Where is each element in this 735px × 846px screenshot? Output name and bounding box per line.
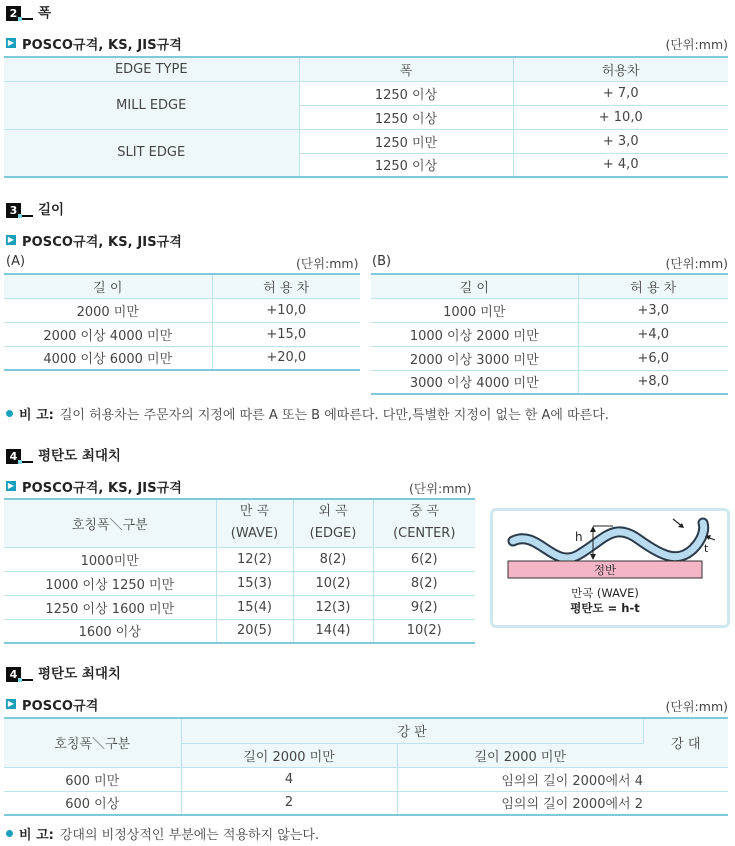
header-line: 외 곡 xyxy=(318,504,348,520)
table-cell: 12(2) xyxy=(216,547,293,571)
table-row xyxy=(4,767,728,791)
arrow-bullet-icon: ▶ xyxy=(7,699,15,708)
flatness-table-1 xyxy=(4,498,475,644)
table-row xyxy=(4,298,360,322)
table-cell: 4000 이상 6000 미만 xyxy=(4,346,212,370)
unit-label: (단위:mm) xyxy=(665,699,728,714)
table-row xyxy=(4,619,475,643)
table-cell: 10(2) xyxy=(406,623,442,639)
table-cell: 1250 이상 1600 미만 xyxy=(4,595,216,619)
edge-type-cell: MILL EDGE xyxy=(4,81,299,129)
table-cell: 600 이상 xyxy=(4,791,181,815)
length-remark xyxy=(6,404,609,423)
table-cell: +15,0 xyxy=(212,322,360,346)
column-header: 호칭폭＼구분 xyxy=(4,499,216,547)
column-header: 강 대 xyxy=(643,718,728,767)
column-header xyxy=(216,499,293,547)
table-cell: 1250 미만 xyxy=(299,129,513,153)
column-header xyxy=(293,499,373,547)
standard-subheader xyxy=(6,696,98,712)
section-number-badge: 3 xyxy=(6,203,21,218)
section-width-header xyxy=(6,5,51,21)
section-title: 폭 xyxy=(38,5,52,21)
table-cell: 1000 이상 2000 미만 xyxy=(371,322,578,346)
table-cell: +20,0 xyxy=(266,350,307,366)
table-row xyxy=(371,322,728,346)
table-row xyxy=(4,346,360,370)
remark-text: 강대의 비정상적인 부분에는 적용하지 않는다. xyxy=(59,828,320,843)
table-cell: 2000 미만 xyxy=(4,298,212,322)
table-cell: 2 xyxy=(181,791,397,815)
table-cell: + 7,0 xyxy=(513,81,728,105)
header-line: 중 곡 xyxy=(409,504,439,520)
table-cell: 14(4) xyxy=(293,619,373,643)
arrow-bullet-icon: ▶ xyxy=(7,38,15,47)
table-row xyxy=(4,571,475,595)
table-cell: 20(5) xyxy=(216,619,293,643)
table-cell: + 3,0 xyxy=(513,129,728,153)
column-header: 허 용 차 xyxy=(212,274,360,298)
table-cell: 4 xyxy=(181,767,397,791)
table-cell: +10,0 xyxy=(212,298,360,322)
header-line: 만 곡 xyxy=(239,504,270,520)
table-row xyxy=(4,322,360,346)
unit-label: (단위:mm) xyxy=(409,481,472,496)
table-header-row xyxy=(4,57,728,81)
wave-illustration xyxy=(493,511,727,625)
table-cell: 8(2) xyxy=(293,547,373,571)
table-cell: 1600 이상 xyxy=(4,619,216,643)
unit-label: (단위:mm) xyxy=(665,256,728,271)
table-cell: 1000 미만 xyxy=(371,298,578,322)
standard-title: POSCO규격 xyxy=(22,698,99,714)
unit-label: (단위:mm) xyxy=(296,256,359,271)
remark-text: 길이 허용차는 주문자의 지정에 따른 A 또는 B 에따른다. 다만,특별한 지정이 없는 한 A에 따른다. xyxy=(59,408,609,423)
diagram-caption: 만곡 (WAVE) xyxy=(571,586,639,600)
column-header: 허용차 xyxy=(513,57,728,81)
table-row xyxy=(4,595,475,619)
section-length-header xyxy=(6,202,64,218)
table-row xyxy=(371,346,728,370)
header-line: (CENTER) xyxy=(393,526,456,542)
column-group-header: 강 판 xyxy=(181,718,643,743)
table-cell: 600 미만 xyxy=(4,767,181,791)
table-cell: 6(2) xyxy=(373,547,475,571)
table-cell: + 4,0 xyxy=(602,157,639,173)
t-label: t xyxy=(704,542,709,555)
table-cell: 3000 이상 4000 미만 xyxy=(371,370,578,394)
header-line: (WAVE) xyxy=(230,526,279,542)
table-header-row xyxy=(4,274,360,298)
table-a-label: (A) xyxy=(6,254,26,269)
table-cell: +8,0 xyxy=(637,374,670,390)
table-row xyxy=(371,370,728,394)
underscore-mark xyxy=(22,461,33,463)
section-title: 길이 xyxy=(38,202,65,218)
section-flatness-header xyxy=(6,448,121,464)
wave-plate-outline xyxy=(513,523,704,558)
table-cell: 임의의 길이 2000에서 4 xyxy=(397,767,728,791)
table-cell: 1250 이상 xyxy=(299,153,513,177)
table-cell: +6,0 xyxy=(578,346,728,370)
arrow-bullet-icon: ▶ xyxy=(7,235,15,244)
arrow-down-icon xyxy=(590,554,596,560)
standard-subheader xyxy=(6,478,182,494)
underscore-mark xyxy=(22,679,33,681)
column-header: EDGE TYPE xyxy=(4,57,299,81)
table-header-row xyxy=(4,499,475,547)
table-cell: 15(3) xyxy=(216,571,293,595)
table-cell: 15(4) xyxy=(216,595,293,619)
standard-title: POSCO규격, KS, JIS규격 xyxy=(22,480,182,496)
table-cell: 1250 이상 xyxy=(299,81,513,105)
flatness-table-2 xyxy=(4,717,728,816)
remark-label: 비 고: xyxy=(19,828,54,843)
table-cell: +4,0 xyxy=(578,322,728,346)
underscore-mark xyxy=(22,215,33,217)
width-tolerance-table xyxy=(4,56,728,178)
table-cell: 10(2) xyxy=(293,571,373,595)
table-row xyxy=(4,547,475,571)
table-cell: 9(2) xyxy=(373,595,475,619)
table-row xyxy=(4,129,728,153)
header-line: (EDGE) xyxy=(309,526,357,542)
table-b-label: (B) xyxy=(372,254,392,269)
table-cell: 12(3) xyxy=(293,595,373,619)
standard-subheader xyxy=(6,35,182,51)
underscore-mark xyxy=(22,18,33,20)
column-subheader: 길이 2000 미만 xyxy=(181,743,397,767)
table-cell: 1000미만 xyxy=(4,547,216,571)
section-number-badge: 4 xyxy=(6,667,21,682)
bullet-dot-icon xyxy=(6,410,13,417)
table-row xyxy=(371,298,728,322)
section-flatness-header-2 xyxy=(6,666,121,682)
section-number-badge: 4 xyxy=(6,449,21,464)
table-header-row xyxy=(371,274,728,298)
table-cell: + 10,0 xyxy=(513,105,728,129)
table-cell: 1000 이상 1250 미만 xyxy=(4,571,216,595)
table-row xyxy=(4,81,728,105)
flatness-remark xyxy=(6,824,319,843)
wave-flatness-diagram xyxy=(490,508,730,628)
column-header: 허 용 차 xyxy=(578,274,728,298)
table-header-row xyxy=(4,718,728,743)
arrow-bullet-icon: ▶ xyxy=(7,481,15,490)
length-table-a xyxy=(4,273,360,371)
bullet-dot-icon xyxy=(6,830,13,837)
standard-subheader xyxy=(6,232,182,248)
column-header: 길 이 xyxy=(371,274,578,298)
section-number-badge: 2 xyxy=(6,6,21,21)
diagram-formula: 평탄도 = h-t xyxy=(570,601,640,615)
arrow-up-icon xyxy=(590,526,596,532)
column-header xyxy=(373,499,475,547)
column-header: 호칭폭＼구분 xyxy=(4,718,181,767)
table-cell: 임의의 길이 2000에서 2 xyxy=(501,797,643,813)
edge-type-cell: SLIT EDGE xyxy=(4,129,299,177)
section-title: 평탄도 최대치 xyxy=(38,666,121,682)
h-label: h xyxy=(575,530,583,544)
table-cell: 2000 이상 3000 미만 xyxy=(371,346,578,370)
section-title: 평탄도 최대치 xyxy=(38,448,121,464)
table-cell: 2000 이상 4000 미만 xyxy=(4,322,212,346)
standard-title: POSCO규격, KS, JIS규격 xyxy=(22,234,182,250)
column-header: 폭 xyxy=(299,57,513,81)
unit-label: (단위:mm) xyxy=(665,37,728,52)
length-table-b xyxy=(371,273,728,395)
table-row xyxy=(4,791,728,815)
column-header: 길 이 xyxy=(4,274,212,298)
table-cell: 1250 이상 xyxy=(299,105,513,129)
standard-title: POSCO규격, KS, JIS규격 xyxy=(22,37,182,53)
table-cell: +3,0 xyxy=(578,298,728,322)
column-subheader: 길이 2000 미만 xyxy=(397,743,643,767)
table-cell: 8(2) xyxy=(373,571,475,595)
remark-label: 비 고: xyxy=(19,408,54,423)
base-plate-label: 정반 xyxy=(593,563,617,577)
